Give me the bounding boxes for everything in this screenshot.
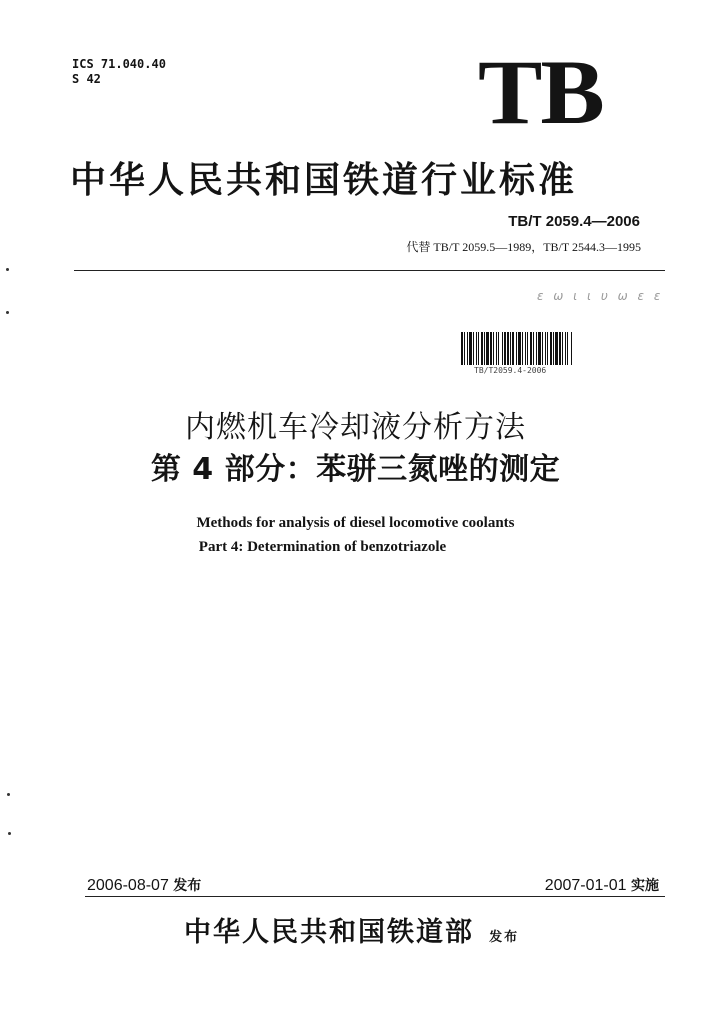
implement-date-block: [545, 876, 659, 896]
title-cn-line2: 第 4 部分：苯骈三氮唑的测定: [150, 452, 561, 487]
issue-date-block: [87, 876, 201, 896]
ministry-label: 发布: [489, 930, 520, 945]
implement-date: 2007-01-01: [544, 877, 627, 894]
scan-speck: [6, 311, 9, 314]
title-en-line1: Methods for analysis of diesel locomotive coolants: [196, 515, 515, 531]
standard-number: TB/T 2059.4—2006: [508, 213, 640, 230]
title-cn-line1: 内燃机车冷却液分析方法: [185, 410, 526, 445]
barcode-caption: TB/T2059.4-2006: [474, 366, 547, 375]
industry-standard-title: 中华人民共和国铁道行业标准: [70, 159, 578, 201]
scan-speck: [6, 268, 9, 271]
title-en-line2: Part 4: Determination of benzotriazole: [198, 539, 447, 555]
scan-speck: [7, 793, 10, 796]
footer-divider: [85, 896, 665, 897]
ics-block: [72, 57, 166, 87]
serial-stamp: ε ω ι ι υ ω ε ε: [537, 289, 664, 303]
ministry-name: 中华人民共和国铁道部: [184, 917, 474, 948]
header-divider: [74, 270, 665, 271]
issue-date: 2006-08-07: [87, 877, 169, 894]
class-code: S 42: [72, 72, 101, 86]
implement-label: 实施: [631, 878, 659, 894]
ics-code: ICS 71.040.40: [72, 57, 166, 71]
tb-logo: TB: [478, 41, 603, 143]
barcode-icon: [461, 332, 573, 365]
replaces-note: 代替 TB/T 2059.5—1989，TB/T 2544.3—1995: [406, 240, 641, 254]
ministry-block: [184, 915, 519, 951]
scan-speck: [8, 832, 11, 835]
issue-label: 发布: [173, 878, 202, 894]
